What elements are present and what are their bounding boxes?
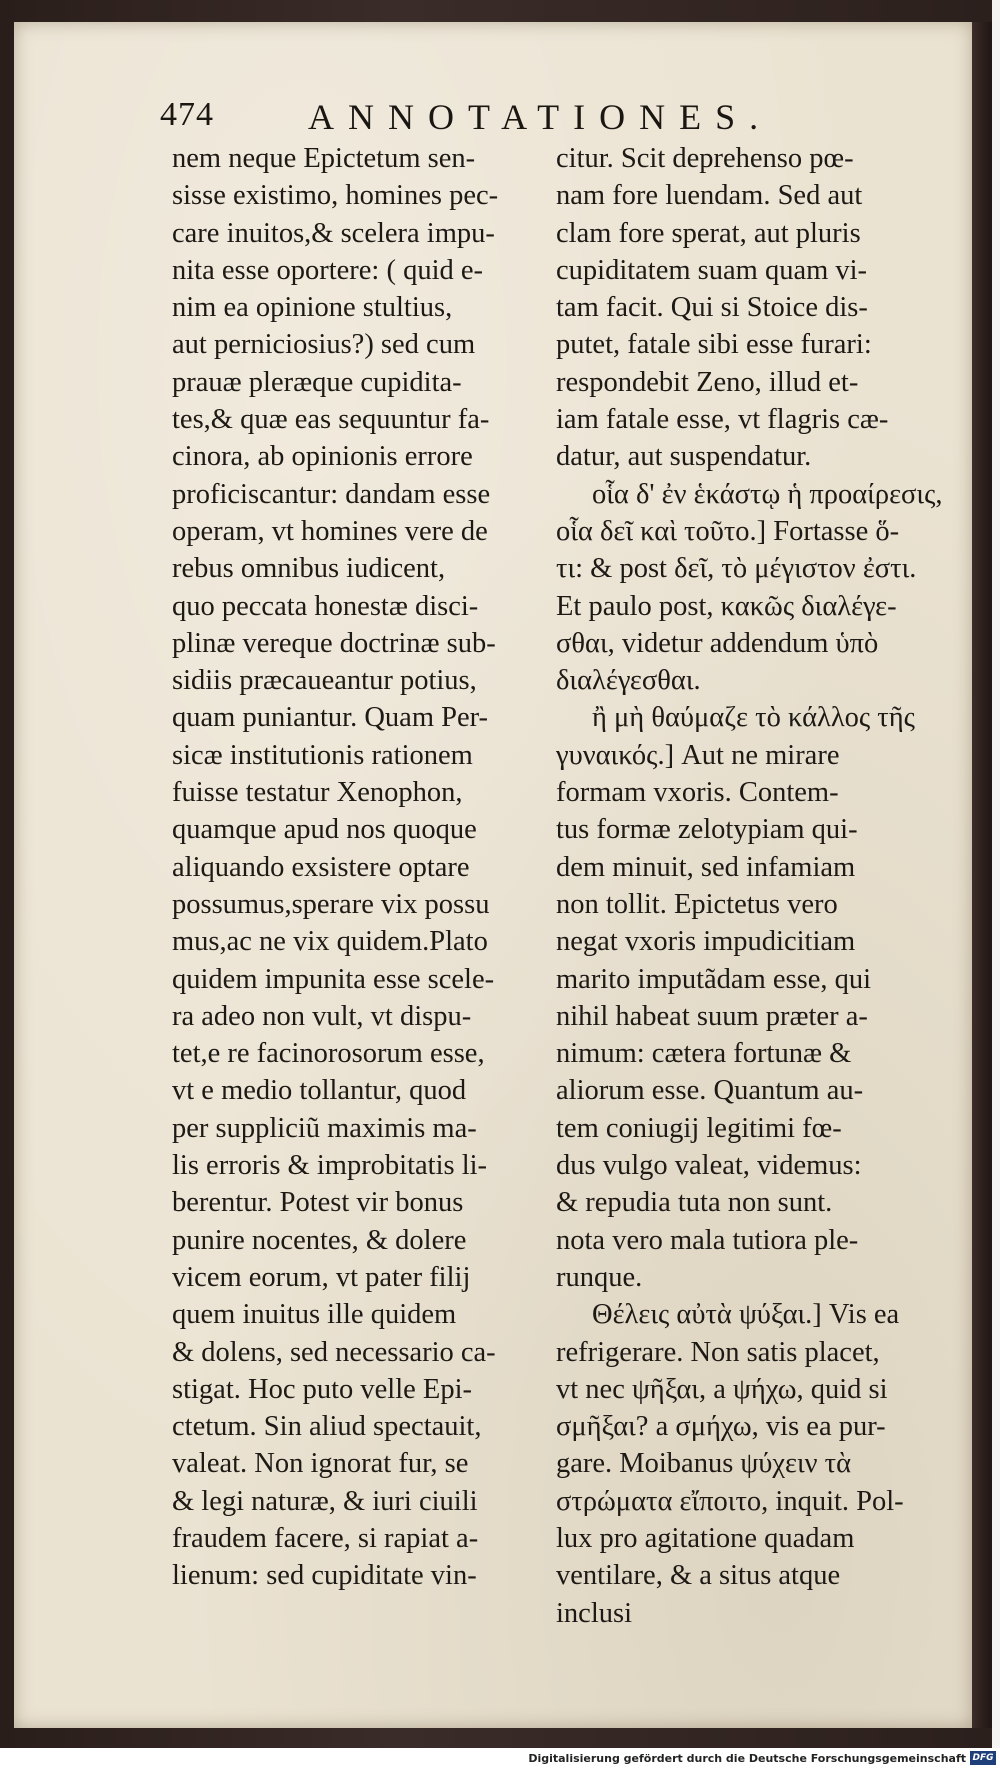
text-line: refrigerare. Non satis placet, bbox=[556, 1336, 880, 1368]
text-line: στρώματα εἴποιτο, inquit. Pol- bbox=[556, 1485, 904, 1517]
text-line: possumus,sperare vix possu bbox=[172, 888, 490, 920]
text-line: nam fore luendam. Sed aut bbox=[556, 180, 863, 212]
text-line: vt e medio tollantur, quod bbox=[172, 1075, 467, 1107]
text-line: Θέλεις αὐτὰ ψύξαι.] Vis ea bbox=[592, 1299, 900, 1331]
text-line: & repudia tuta non sunt. bbox=[556, 1187, 833, 1219]
text-line: cupiditatem suam quam vi- bbox=[556, 254, 868, 286]
text-line: quem inuitus ille quidem bbox=[172, 1299, 457, 1331]
text-line: ctetum. Sin aliud spectauit, bbox=[172, 1411, 482, 1443]
text-line: nota vero mala tutiora ple- bbox=[556, 1224, 859, 1256]
dfg-logo: DFG bbox=[970, 1751, 996, 1765]
left-text-column bbox=[172, 140, 550, 1595]
text-line: ventilare, & a situs atque bbox=[556, 1560, 841, 1592]
text-line: aut perniciosius?) sed cum bbox=[172, 329, 476, 361]
text-line: tem coniugij legitimi fœ- bbox=[556, 1112, 842, 1144]
text-line: aliquando exsistere optare bbox=[172, 851, 470, 883]
text-line: stigat. Hoc puto velle Epi- bbox=[172, 1373, 472, 1405]
text-line: quidem impunita esse scele- bbox=[172, 963, 495, 995]
text-line: τι: & post δεῖ, τὸ μέγιστον ἐστι. bbox=[556, 553, 917, 585]
text-line: mus,ac ne vix quidem.Plato bbox=[172, 926, 488, 958]
text-line: nita esse oportere: ( quid e- bbox=[172, 254, 484, 286]
text-line: sicæ institutionis rationem bbox=[172, 739, 473, 771]
text-line: tam facit. Qui si Stoice dis- bbox=[556, 292, 868, 324]
text-line: quam puniantur. Quam Per- bbox=[172, 702, 489, 734]
text-line: negat vxoris impudicitiam bbox=[556, 926, 856, 958]
text-line: tes,& quæ eas sequuntur fa- bbox=[172, 404, 490, 436]
text-line: quamque apud nos quoque bbox=[172, 814, 477, 846]
text-line: vt nec ψῆξαι, a ψήχω, quid si bbox=[556, 1373, 888, 1405]
text-line: punire nocentes, & dolere bbox=[172, 1224, 467, 1256]
text-line: operam, vt homines vere de bbox=[172, 515, 488, 547]
text-line: per suppliciũ maximis ma- bbox=[172, 1112, 477, 1144]
text-line: putet, fatale sibi esse furari: bbox=[556, 329, 872, 361]
text-line: nimum: cætera fortunæ & bbox=[556, 1038, 852, 1070]
text-line: gare. Moibanus ψύχειν τὰ bbox=[556, 1448, 852, 1480]
text-line: dus vulgo valeat, videmus: bbox=[556, 1150, 862, 1182]
text-line: οἷα δεῖ καὶ τοῦτο.] Fortasse ὅ- bbox=[556, 515, 900, 547]
text-line: care inuitos,& scelera impu- bbox=[172, 217, 495, 249]
funding-credit: Digitalisierung gefördert durch die Deutsche Forschungsgemeinschaft bbox=[528, 1752, 966, 1765]
text-line: runque. bbox=[556, 1261, 643, 1293]
page-number: 474 bbox=[160, 96, 214, 133]
text-line: aliorum esse. Quantum au- bbox=[556, 1075, 864, 1107]
text-line: nihil habeat suum præter a- bbox=[556, 1000, 868, 1032]
text-line: γυναικός.] Aut ne mirare bbox=[556, 739, 840, 771]
text-line: fraudem facere, si rapiat a- bbox=[172, 1522, 479, 1554]
text-line: dem minuit, sed infamiam bbox=[556, 851, 856, 883]
text-line: vicem eorum, vt pater filij bbox=[172, 1261, 471, 1293]
text-line: οἷα δ' ἐν ἑκάστῳ ἡ προαίρεσις, bbox=[592, 478, 943, 510]
text-line: ra adeo non vult, vt dispu- bbox=[172, 1000, 472, 1032]
text-line: citur. Scit deprehenso pœ- bbox=[556, 143, 854, 174]
text-line: sisse existimo, homines pec- bbox=[172, 180, 499, 212]
text-line: respondebit Zeno, illud et- bbox=[556, 366, 859, 398]
text-line: non tollit. Epictetus vero bbox=[556, 888, 838, 920]
text-line: clam fore sperat, aut pluris bbox=[556, 217, 861, 249]
text-line: & legi naturæ, & iuri ciuili bbox=[172, 1485, 478, 1517]
text-line: formam vxoris. Contem- bbox=[556, 777, 839, 809]
text-line: nem neque Epictetum sen- bbox=[172, 143, 476, 174]
text-line: lienum: sed cupiditate vin- bbox=[172, 1560, 477, 1592]
text-line: prauæ pleræque cupidita- bbox=[172, 366, 462, 398]
text-line: rebus omnibus iudicent, bbox=[172, 553, 446, 585]
running-title: ANNOTATIONES. bbox=[308, 97, 773, 137]
text-line: lis erroris & improbitatis li- bbox=[172, 1150, 488, 1182]
text-line: διαλέγεσθαι. bbox=[556, 665, 701, 697]
text-line: sidiis præcaueantur potius, bbox=[172, 665, 477, 697]
page-gutter bbox=[972, 22, 992, 1728]
text-line: tet,e re facinorosorum esse, bbox=[172, 1038, 485, 1070]
text-line: proficiscantur: dandam esse bbox=[172, 478, 491, 510]
text-line: quo peccata honestæ disci- bbox=[172, 590, 479, 622]
text-line: iam fatale esse, vt flagris cæ- bbox=[556, 404, 889, 436]
text-line: berentur. Potest vir bonus bbox=[172, 1187, 464, 1219]
text-line: & dolens, sed necessario ca- bbox=[172, 1336, 496, 1368]
text-line: fuisse testatur Xenophon, bbox=[172, 777, 463, 809]
text-line: ἢ μὴ θαύμαζε τὸ κάλλος τῆς bbox=[592, 702, 915, 734]
text-line: tus formæ zelotypiam qui- bbox=[556, 814, 858, 846]
text-line: σμῆξαι? a σμήχω, vis ea pur- bbox=[556, 1411, 886, 1443]
text-line: Et paulo post, κακῶς διαλέγε- bbox=[556, 590, 897, 622]
right-text-column bbox=[556, 140, 948, 1632]
text-line: marito imputãdam esse, qui bbox=[556, 963, 872, 995]
text-line: lux pro agitatione quadam bbox=[556, 1522, 855, 1554]
text-line: nim ea opinione stultius, bbox=[172, 292, 453, 324]
text-line: σθαι, videtur addendum ὑπὸ bbox=[556, 627, 879, 659]
text-line: valeat. Non ignorat fur, se bbox=[172, 1448, 469, 1480]
text-line: inclusi bbox=[556, 1597, 632, 1629]
text-line: datur, aut suspendatur. bbox=[556, 441, 812, 473]
text-line: cinora, ab opinionis errore bbox=[172, 441, 473, 473]
text-line: plinæ vereque doctrinæ sub- bbox=[172, 627, 496, 659]
